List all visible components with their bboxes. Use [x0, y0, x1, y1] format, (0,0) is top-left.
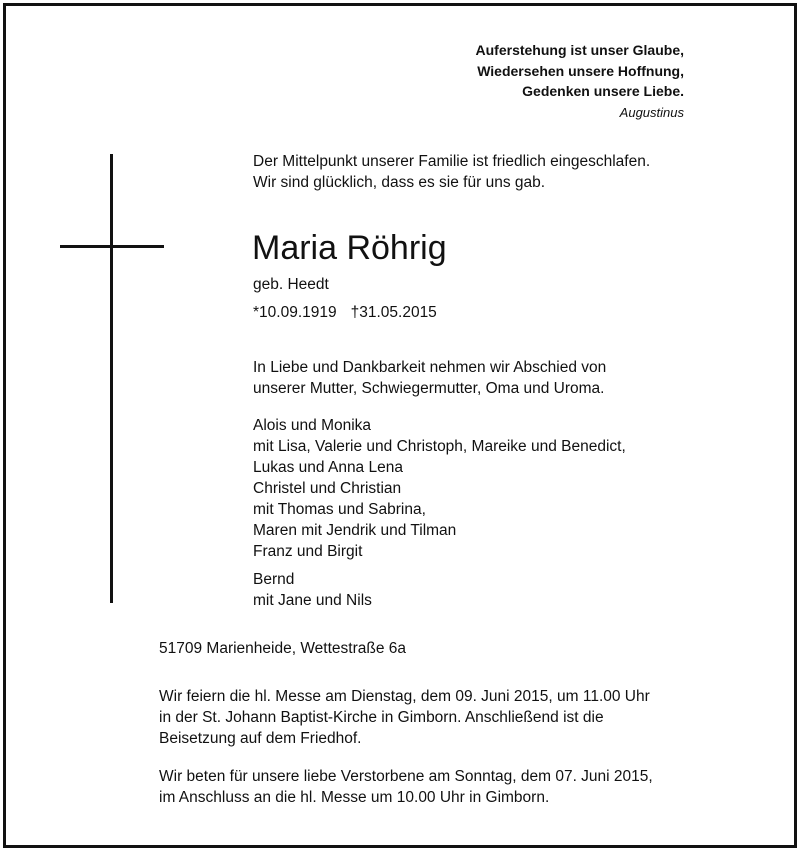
family-group [253, 478, 456, 541]
intro-line: Wir sind glücklich, dass es sie für uns gab. [253, 174, 546, 191]
farewell-line: unserer Mutter, Schwiegermutter, Oma und Uroma. [253, 380, 605, 397]
farewell-line: In Liebe und Dankbarkeit nehmen wir Abschied von [253, 359, 607, 376]
prayer-service-info [159, 766, 653, 808]
family-line: Maren mit Jendrik und Tilman [253, 522, 457, 539]
cross-icon-vertical-bar [110, 154, 113, 603]
family-line: mit Thomas und Sabrina, [253, 501, 426, 518]
family-line: Lukas und Anna Lena [253, 459, 403, 476]
cross-icon-horizontal-bar [60, 245, 164, 248]
birth-date: *10.09.1919 [253, 304, 337, 321]
family-address: 51709 Marienheide, Wettestraße 6a [159, 640, 407, 657]
family-line: mit Lisa, Valerie und Christoph, Mareike und Benedict, [253, 438, 626, 455]
funeral-mass-info [159, 686, 650, 749]
life-dates [253, 302, 437, 323]
intro-text [253, 151, 650, 193]
mass-line: in der St. Johann Baptist-Kirche in Gimborn. Anschließend ist die [159, 709, 604, 726]
family-line: Christel und Christian [253, 480, 402, 497]
family-line: Bernd [253, 571, 295, 588]
mass-line: Wir feiern die hl. Messe am Dienstag, dem 09. Juni 2015, um 11.00 Uhr [159, 688, 650, 705]
motto-quote [476, 40, 684, 123]
family-line: Franz und Birgit [253, 543, 363, 560]
motto-line: Auferstehung ist unser Glaube, [475, 42, 684, 58]
family-line: mit Jane und Nils [253, 592, 372, 609]
intro-line: Der Mittelpunkt unserer Familie ist friedlich eingeschlafen. [253, 153, 651, 170]
prayer-line: im Anschluss an die hl. Messe um 10.00 Uhr in Gimborn. [159, 789, 550, 806]
death-date: †31.05.2015 [350, 304, 437, 321]
motto-line: Gedenken unsere Liebe. [522, 83, 684, 99]
farewell-text [253, 357, 606, 399]
family-line: Alois und Monika [253, 417, 372, 434]
deceased-name: Maria Röhrig [252, 229, 447, 267]
motto-author: Augustinus [619, 104, 684, 120]
prayer-line: Wir beten für unsere liebe Verstorbene am Sonntag, dem 07. Juni 2015, [159, 768, 653, 785]
family-group [253, 569, 372, 611]
family-group [253, 541, 362, 562]
mass-line: Beisetzung auf dem Friedhof. [159, 730, 362, 747]
maiden-name: geb. Heedt [253, 276, 329, 293]
motto-line: Wiedersehen unsere Hoffnung, [477, 62, 684, 79]
family-group [253, 415, 626, 478]
